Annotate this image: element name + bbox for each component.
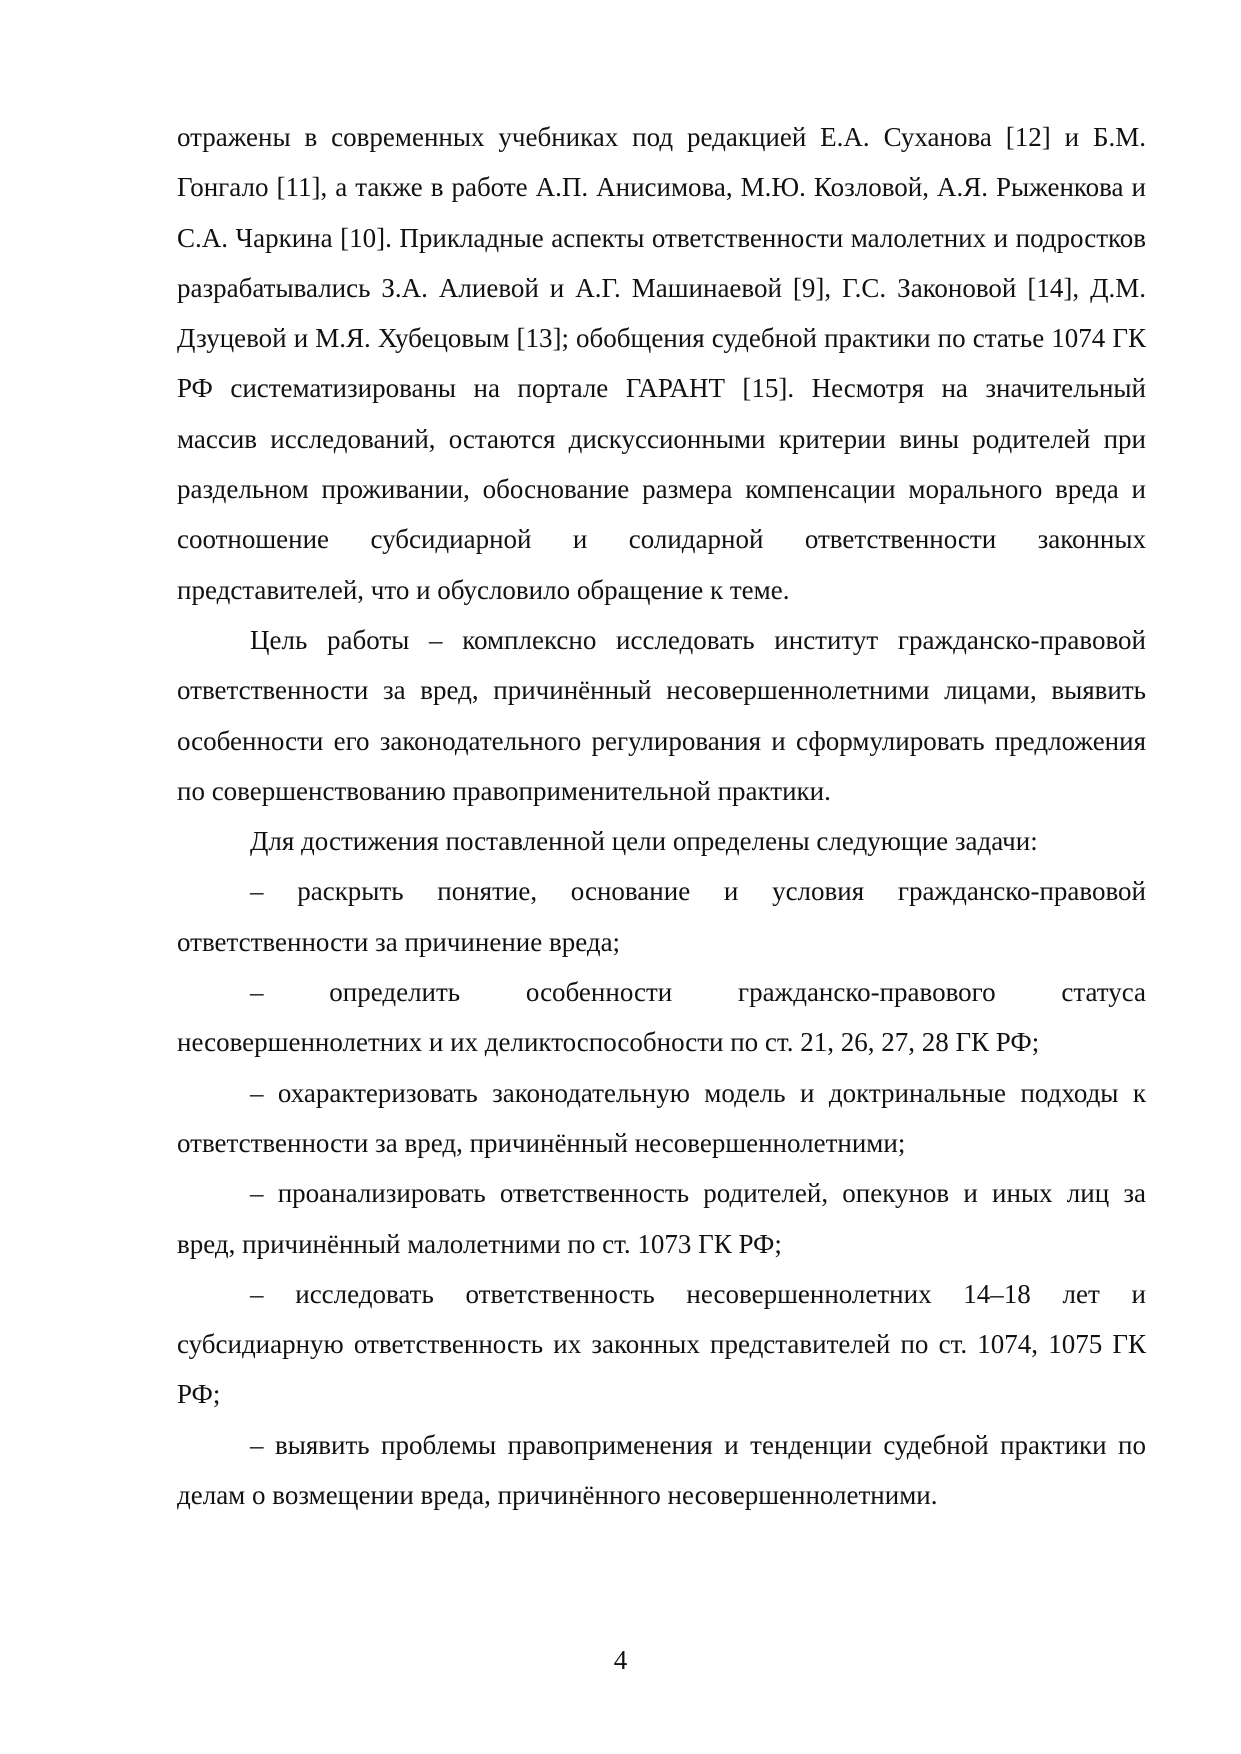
task-item-6: – выявить проблемы правоприменения и тенденции судебной практики по делам о возмещении вреда, причинённого несовершеннолетними. [177,1429,1146,1511]
paragraph-research-goal: Цель работы – комплексно исследовать институт гражданско-правовой ответственности за вред, причинённый несовершеннолетними лицами, выявить особенности его законодательного регулирования и сформулировать предложения по совершенствованию правоприменительной практики. [177,624,1146,806]
paragraph-tasks-intro: Для достижения поставленной цели определены следующие задачи: [250,826,1038,857]
task-item-2: – определить особенности гражданско-правового статуса несовершеннолетних и их деликтоспособности по ст. 21, 26, 27, 28 ГК РФ; [177,977,1146,1058]
task-item-3: – охарактеризовать законодательную модель и доктринальные подходы к ответственности за вред, причинённый несовершеннолетними; [177,1077,1146,1158]
task-item-5: – исследовать ответственность несовершеннолетних 14–18 лет и субсидиарную ответственность их законных представителей по ст. 1074, 1075 ГК РФ; [177,1278,1146,1410]
task-item-4: – проанализировать ответственность родителей, опекунов и иных лиц за вред, причинённый малолетними по ст. 1073 ГК РФ; [177,1178,1146,1259]
page-number: 4 [613,1645,628,1675]
body-text [177,112,1146,1520]
task-item-1: – раскрыть понятие, основание и условия гражданско-правовой ответственности за причинение вреда; [177,876,1146,957]
paragraph-literature-review: отражены в современных учебниках под редакцией Е.А. Суханова [12] и Б.М. Гонгало [11], а также в работе А.П. Анисимова, М.Ю. Козловой, А.Я. Рыженкова и С.А. Чаркина [10]. Прикладные аспекты ответственности малолетних и подростков разрабатывались З.А. Алиевой и А.Г. Машинаевой [9], Г.С. Законовой [14], Д.М. Дзуцевой и М.Я. Хубецовым [13]; обобщения судебной практики по статье 1074 ГК РФ систематизированы на портале ГАРАНТ [15]. Несмотря на значительный массив исследований, остаются дискуссионными критерии вины родителей при раздельном проживании, обоснование размера компенсации морального вреда и соотношение субсидиарной и солидарной ответственности законных представителей, что и обусловило обращение к теме. [177,122,1146,605]
